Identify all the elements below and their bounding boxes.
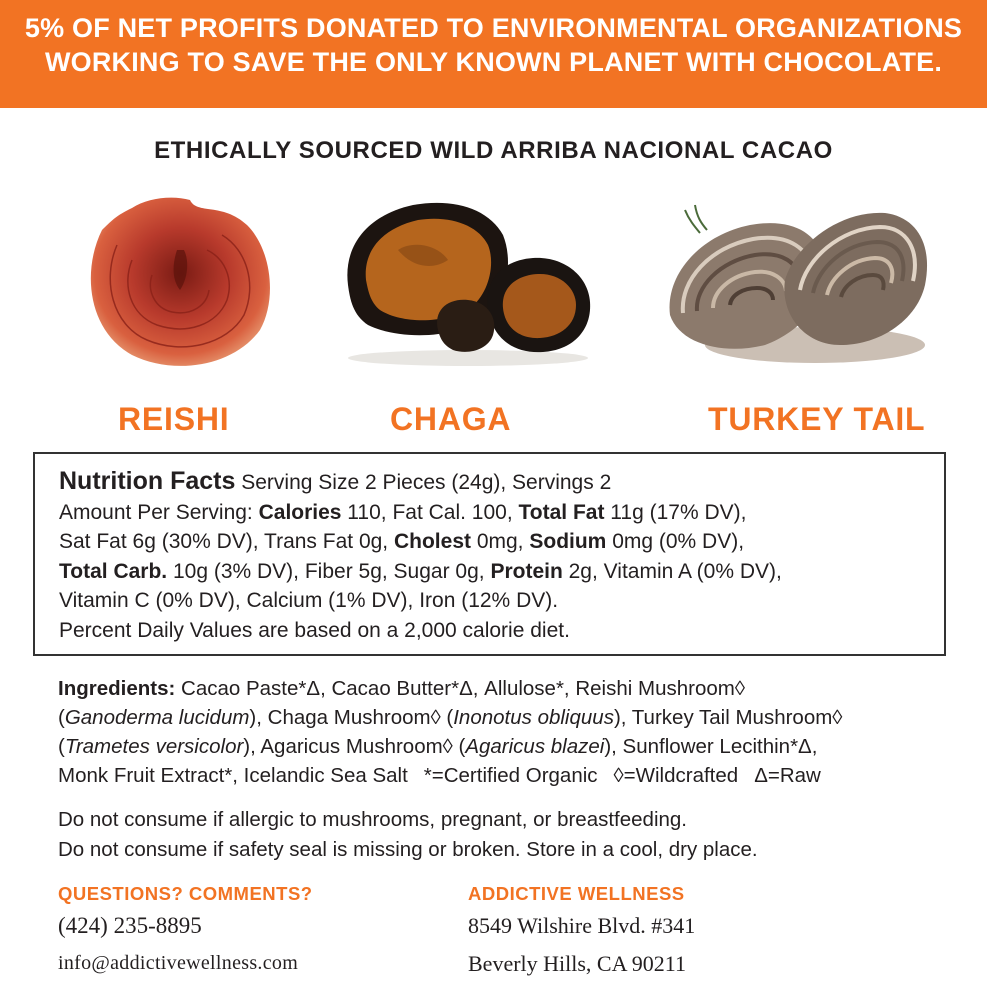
ingredients-text-5: ), Sunflower Lecithin*Δ, — [604, 735, 818, 758]
agaricus-latin: Agaricus blazei — [465, 735, 605, 758]
nutrition-line-4 — [59, 557, 944, 587]
sodium-value: 0mg (0% DV), — [606, 530, 745, 553]
email-address[interactable]: info@addictivewellness.com — [58, 952, 299, 974]
chaga-image — [338, 190, 600, 370]
ingredients-block — [58, 674, 963, 790]
paren-open: ( — [58, 706, 65, 729]
address-line-2: Beverly Hills, CA 90211 — [468, 951, 686, 976]
organic-legend: *=Certified Organic — [423, 764, 598, 787]
turkey-tail-image — [655, 195, 937, 370]
turkey-tail-latin: Trametes versicolor — [64, 735, 244, 758]
donation-banner — [0, 0, 987, 108]
nutrition-line-5: Vitamin C (0% DV), Calcium (1% DV), Iron (12% DV). — [59, 589, 559, 612]
ingredients-line-1 — [58, 674, 963, 703]
ingredients-text-4: ), Agaricus Mushroom◊ ( — [243, 735, 466, 758]
ingredients-label: Ingredients: — [58, 677, 176, 700]
ingredients-text-6: Monk Fruit Extract*, Icelandic Sea Salt — [58, 764, 408, 787]
amount-per-serving: Amount Per Serving: — [59, 500, 259, 524]
ingredients-line-4 — [58, 761, 963, 790]
banner-line-2: WORKING TO SAVE THE ONLY KNOWN PLANET WITH CHOCOLATE. — [44, 47, 943, 77]
reishi-label: REISHI — [118, 401, 230, 437]
paren-open: ( — [58, 735, 65, 758]
cacao-subtitle: ETHICALLY SOURCED WILD ARRIBA NACIONAL CACAO — [154, 137, 833, 164]
reishi-image — [72, 190, 282, 370]
carb-values: 10g (3% DV), Fiber 5g, Sugar 0g, — [167, 559, 491, 583]
allergy-warning: Do not consume if allergic to mushrooms, pregnant, or breastfeeding. — [58, 808, 687, 831]
serving-info: Serving Size 2 Pieces (24g), Servings 2 — [235, 471, 612, 494]
protein-value: 2g, Vitamin A (0% DV), — [562, 559, 782, 583]
ingredients-text-2: ), Chaga Mushroom◊ ( — [249, 706, 454, 729]
ingredients-line-2 — [58, 703, 963, 732]
nutrition-line-6: Percent Daily Values are based on a 2,000 calorie diet. — [59, 618, 570, 642]
ingredients-line-3 — [58, 732, 963, 761]
banner-line-1: 5% OF NET PROFITS DONATED TO ENVIRONMENTAL ORGANIZATIONS — [24, 13, 963, 43]
nutrition-line-2 — [59, 498, 944, 528]
phone-number[interactable]: (424) 235-8895 — [58, 913, 202, 938]
total-carb-label: Total Carb. — [59, 559, 168, 583]
turkey-tail-label: TURKEY TAIL — [708, 401, 926, 437]
address-line-1: 8549 Wilshire Blvd. #341 — [468, 913, 696, 938]
company-heading: ADDICTIVE WELLNESS — [468, 883, 685, 904]
sodium-label: Sodium — [529, 530, 607, 553]
reishi-latin: Ganoderma lucidum — [64, 706, 250, 729]
chaga-latin: Inonotus obliquus — [453, 706, 614, 729]
nutrition-title: Nutrition Facts — [59, 467, 236, 495]
nutrition-line-3 — [59, 527, 944, 557]
chaga-label: CHAGA — [390, 401, 512, 437]
cholest-label: Cholest — [393, 530, 471, 553]
questions-heading: QUESTIONS? COMMENTS? — [58, 883, 313, 904]
total-fat-value: 11g (17% DV), — [604, 500, 747, 524]
calories-value: 110, Fat Cal. 100, — [341, 500, 519, 524]
ingredients-text-3: ), Turkey Tail Mushroom◊ — [613, 706, 843, 729]
wildcrafted-legend: ◊=Wildcrafted — [613, 764, 739, 787]
calories-label: Calories — [258, 500, 342, 524]
nutrition-line-1 — [59, 467, 944, 498]
nutrition-facts-box — [33, 452, 946, 656]
total-fat-label: Total Fat — [518, 500, 605, 524]
safety-seal-warning: Do not consume if safety seal is missing or broken. Store in a cool, dry place. — [58, 838, 758, 861]
ingredients-text-1: Cacao Paste*Δ, Cacao Butter*Δ, Allulose*, Reishi Mushroom◊ — [175, 677, 745, 700]
cholest-value: 0mg, — [471, 530, 530, 553]
sat-trans-fat: Sat Fat 6g (30% DV), Trans Fat 0g, — [59, 530, 394, 553]
protein-label: Protein — [490, 559, 563, 583]
raw-legend: Δ=Raw — [754, 764, 821, 787]
warnings-block — [58, 805, 758, 865]
